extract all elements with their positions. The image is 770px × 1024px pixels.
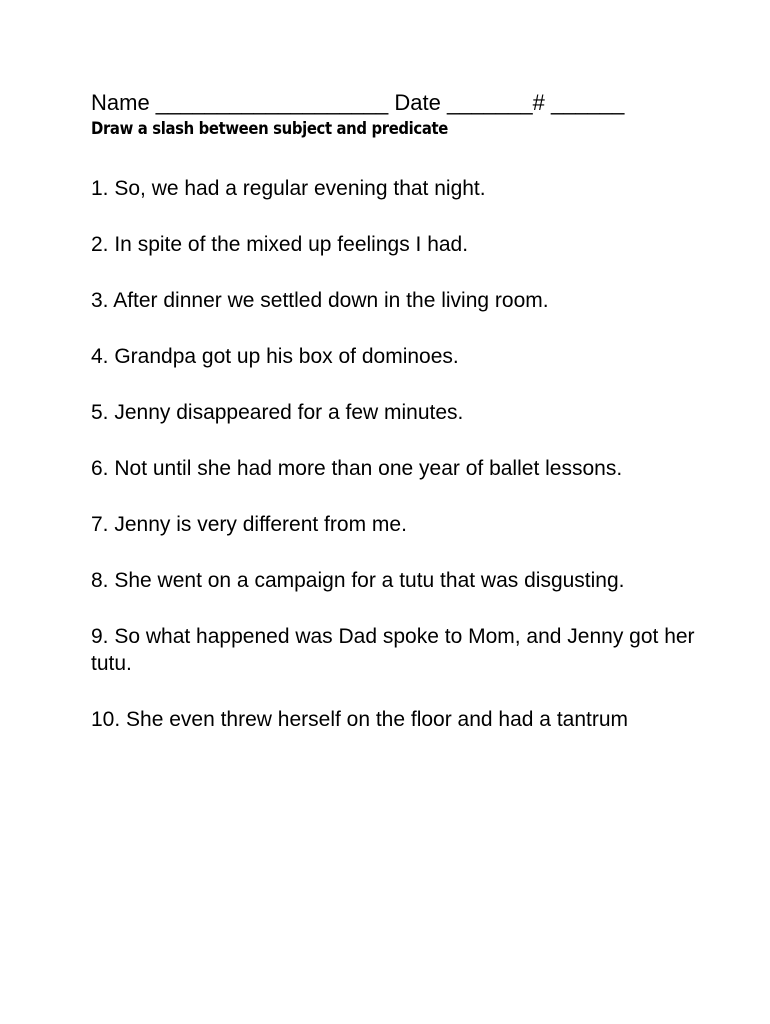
sentence-item: 3. After dinner we settled down in the living room.: [91, 289, 549, 312]
sentence-item: 10. She even threw herself on the floor and had a tantrum: [91, 708, 629, 731]
sentence-item: 4. Grandpa got up his box of dominoes.: [91, 345, 459, 368]
sentence-item: 9. So what happened was Dad spoke to Mom, and Jenny got her tutu.: [91, 625, 695, 675]
sentence-item: 7. Jenny is very different from me.: [91, 513, 407, 536]
sentence-item: 5. Jenny disappeared for a few minutes.: [91, 401, 464, 424]
instruction-heading: Draw a slash between subject and predicate: [91, 119, 448, 138]
sentence-item: 8. She went on a campaign for a tutu that was disgusting.: [91, 569, 625, 592]
sentence-list: [91, 175, 741, 762]
name-date-line: Name ___________________ Date _______# ______: [91, 90, 625, 115]
sentence-item: 6. Not until she had more than one year of ballet lessons.: [91, 457, 623, 480]
sentence-item: 1. So, we had a regular evening that night.: [91, 177, 486, 200]
sentence-item: 2. In spite of the mixed up feelings I had.: [91, 233, 469, 256]
worksheet: [91, 88, 741, 731]
